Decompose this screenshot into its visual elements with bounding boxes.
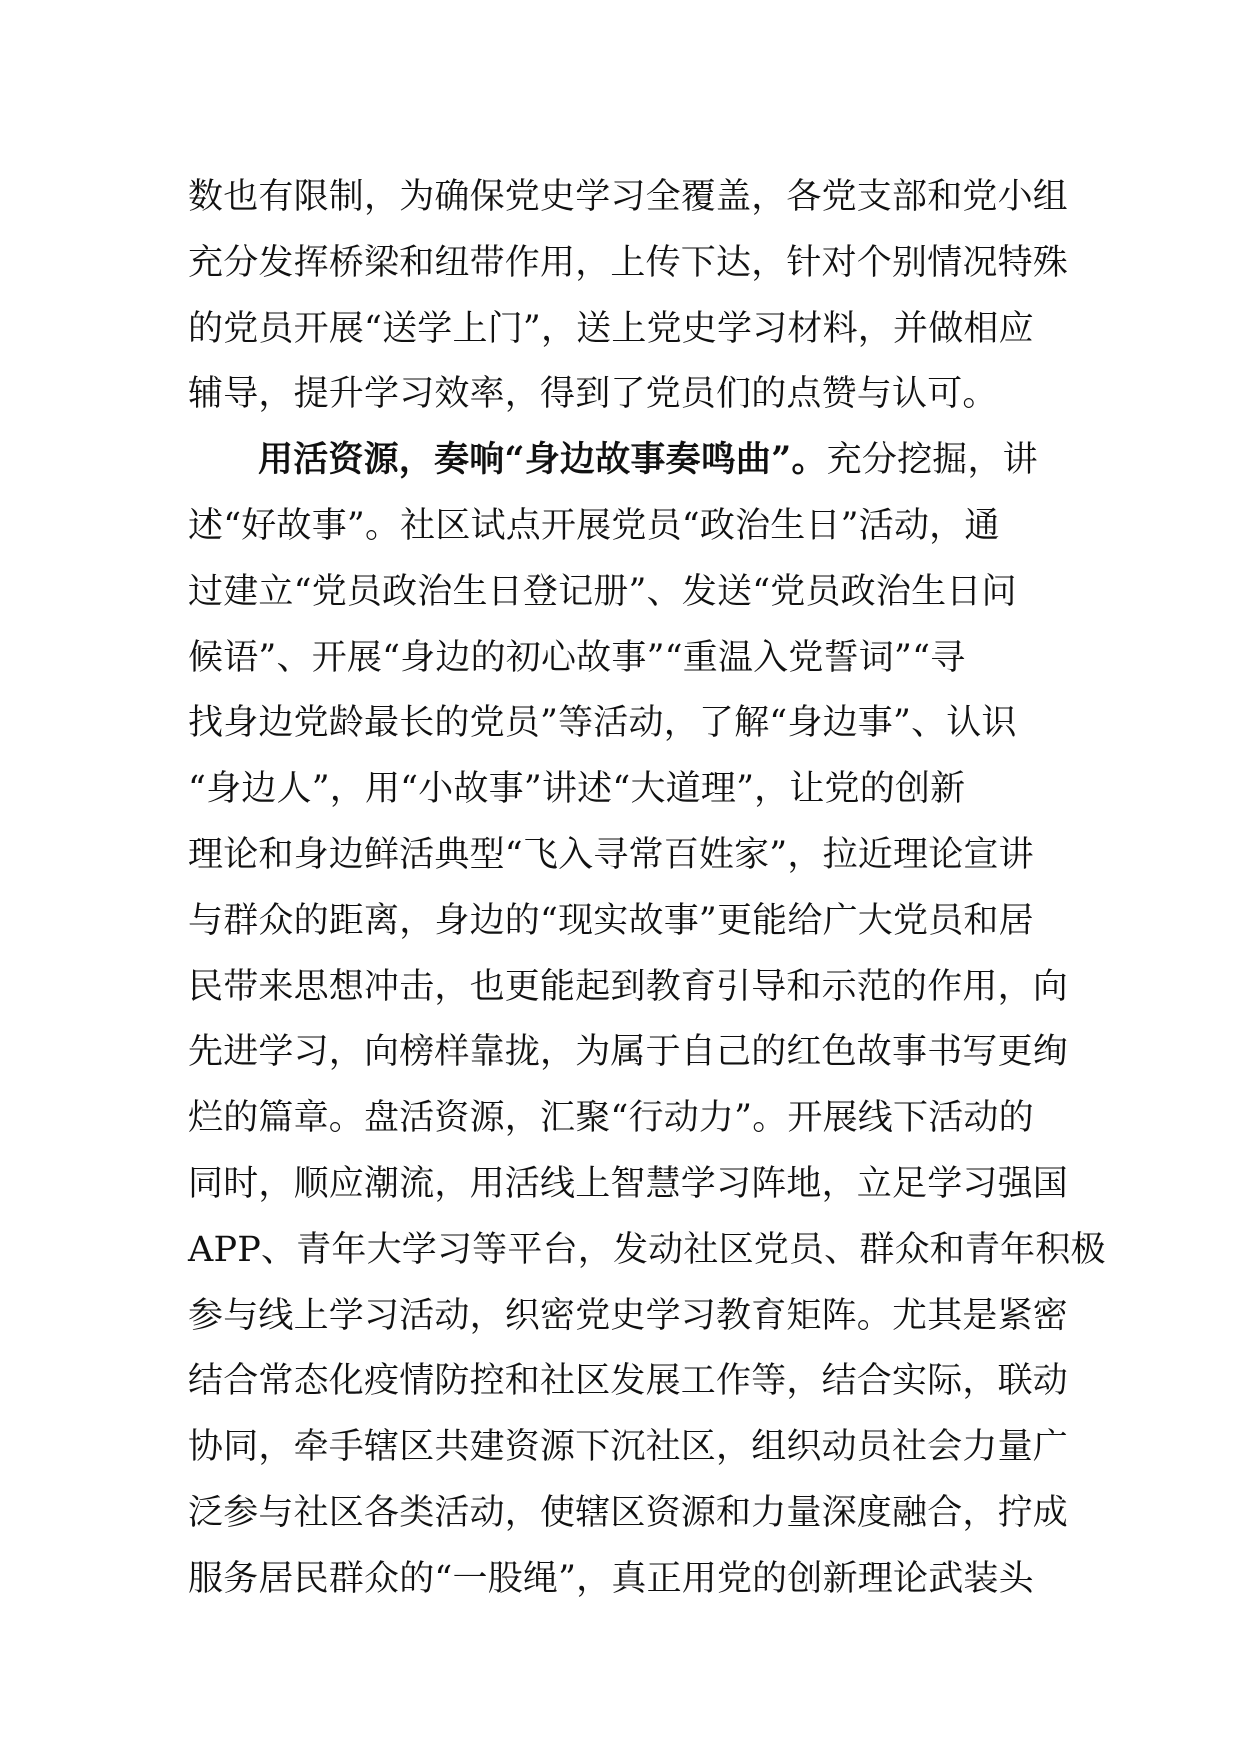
text-line — [188, 756, 1060, 822]
text-line — [188, 559, 1060, 625]
text-line — [188, 1085, 1060, 1151]
text-line — [188, 888, 1060, 954]
text-run: 协同，牵手辖区共建资源下沉社区，组织动员社会力量广 — [188, 1427, 1069, 1468]
text-line — [188, 1480, 1069, 1546]
text-line — [188, 690, 1060, 756]
text-run: 泛参与社区各类活动，使辖区资源和力量深度融合，拧成 — [188, 1492, 1069, 1533]
text-line — [188, 1414, 1069, 1480]
text-line — [188, 954, 1069, 1020]
text-run: 候语”、开展“身边的初心故事”“重温入党誓词”“寻 — [188, 637, 966, 678]
text-line — [188, 1546, 1060, 1612]
paragraph-heading: 用活资源，奏响“身边故事奏鸣曲”。 — [258, 439, 827, 481]
text-run: APP、青年大学习等平台，发动社区党员、群众和青年积极 — [188, 1229, 1106, 1270]
text-line — [188, 1283, 1069, 1349]
text-run: 充分挖掘，讲 — [826, 440, 1038, 481]
text-line — [188, 822, 1060, 888]
text-line — [188, 625, 1060, 691]
text-line — [188, 296, 1060, 362]
text-line — [188, 1348, 1069, 1414]
text-line — [188, 164, 1069, 230]
text-line — [188, 493, 1060, 559]
text-run: 同时，顺应潮流，用活线上智慧学习阵地，立足学习强国 — [188, 1163, 1069, 1204]
text-run: “身边人”，用“小故事”讲述“大道理”，让党的创新 — [188, 769, 966, 810]
text-run: 的党员开展“送学上门”，送上党史学习材料，并做相应 — [188, 308, 1034, 349]
text-run: 服务居民群众的“一股绳”，真正用党的创新理论武装头 — [188, 1558, 1034, 1599]
text-run: 先进学习，向榜样靠拢，为属于自己的红色故事书写更绚 — [188, 1032, 1069, 1073]
text-line — [188, 230, 1069, 296]
text-run: 烂的篇章。盘活资源，汇聚“行动力”。开展线下活动的 — [188, 1098, 1034, 1139]
text-line — [188, 1151, 1069, 1217]
text-run: 参与线上学习活动，织密党史学习教育矩阵。尤其是紧密 — [188, 1295, 1069, 1336]
body-text — [188, 164, 1106, 1612]
text-run: 民带来思想冲击，也更能起到教育引导和示范的作用，向 — [188, 966, 1069, 1007]
text-run: 辅导，提升学习效率，得到了党员们的点赞与认可。 — [188, 374, 998, 415]
text-run: 充分发挥桥梁和纽带作用，上传下达，针对个别情况特殊 — [188, 242, 1069, 283]
text-run: 与群众的距离，身边的“现实故事”更能给广大党员和居 — [188, 900, 1034, 941]
text-run: 理论和身边鲜活典型“飞入寻常百姓家”，拉近理论宣讲 — [188, 834, 1034, 875]
paragraph-first-line — [188, 427, 1060, 493]
text-run: 数也有限制，为确保党史学习全覆盖，各党支部和党小组 — [188, 177, 1069, 217]
text-run: 结合常态化疫情防控和社区发展工作等，结合实际，联动 — [188, 1361, 1069, 1402]
text-line — [188, 1019, 1069, 1085]
text-run: 述“好故事”。社区试点开展党员“政治生日”活动，通 — [188, 505, 1000, 546]
text-line — [188, 1217, 1106, 1283]
text-run: 找身边党龄最长的党员”等活动，了解“身边事”、认识 — [188, 703, 1017, 744]
text-line — [188, 361, 1060, 427]
text-run: 过建立“党员政治生日登记册”、发送“党员政治生日问 — [188, 571, 1017, 612]
